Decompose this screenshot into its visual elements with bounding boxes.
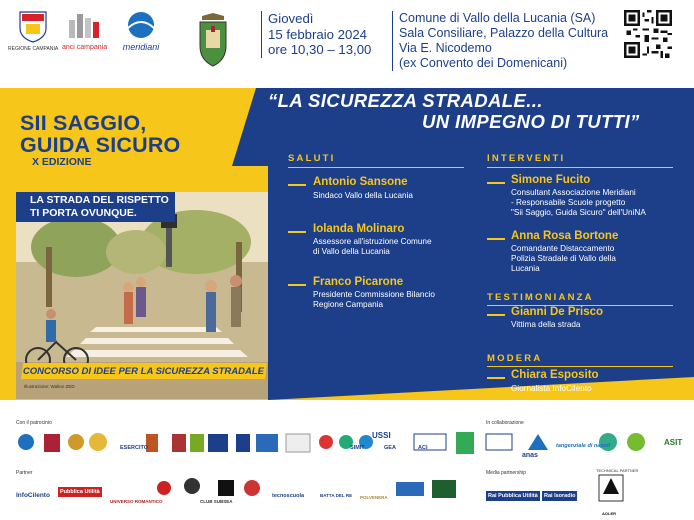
speaker-role: - Responsabile Scuole progetto — [511, 198, 626, 207]
pubblica-utilita-logo — [58, 480, 102, 498]
collaboration-label: In collaborazione — [486, 420, 524, 426]
anas-logo — [522, 444, 538, 462]
slogan-line-2: UN IMPEGNO DI TUTTI” — [422, 111, 640, 132]
aci-logo-text: ACI — [418, 445, 428, 451]
polvenera-logo — [360, 486, 388, 504]
tecnoscuola-logo — [272, 484, 304, 502]
section-heading-modera: MODERA — [487, 353, 543, 364]
speaker-role: Giornalista InfoCilento — [511, 384, 592, 393]
partner-emblems — [156, 476, 276, 507]
partner-label: Partner — [16, 470, 33, 476]
header — [0, 0, 694, 88]
asit-logo — [664, 432, 682, 450]
simit-logo-text: SIMIT — [350, 445, 365, 451]
club-subsea-logo-text: CLUB SUBSEA — [200, 499, 233, 504]
rai-pubblica-utilita-logo — [486, 484, 540, 502]
event-date: 15 febbraio 2024 — [268, 26, 367, 42]
venue-line: Comune di Vallo della Lucania (SA) — [399, 11, 596, 25]
infocilento-logo-text: InfoCilento — [16, 492, 50, 499]
illustration-caption — [16, 192, 175, 222]
vallo-della-lucania-crest — [196, 12, 230, 68]
asit-logo-text: ASIT — [664, 438, 683, 447]
tangenziale-logo-text: tangenziale di napoli — [556, 443, 611, 449]
gea-logo-text: GEA — [384, 445, 396, 451]
simit-logo — [350, 436, 365, 454]
patronage-logos — [16, 430, 482, 458]
speaker-role: Lucania — [511, 264, 540, 273]
rai-pubblica-utilita-logo-text: Rai Pubblica Utilità — [488, 493, 538, 499]
campaign-illustration — [16, 192, 268, 399]
section-heading-testimonianza: TESTIMONIANZA — [487, 292, 594, 303]
bullet-dash — [487, 182, 505, 184]
bullet-dash — [288, 184, 306, 186]
patronage-logos-row — [16, 430, 482, 463]
ussi-logo — [372, 425, 391, 443]
bullet-dash — [487, 238, 505, 240]
partner-emblems-graphic — [156, 476, 276, 502]
ussi-logo-text: USSI — [372, 431, 391, 440]
speaker-name: Antonio Sansone — [313, 176, 408, 188]
caption-line: TI PORTA OVUNQUE. — [30, 206, 137, 219]
anas-logo-text: anas — [522, 452, 538, 459]
event-time: ore 10,30 – 13,00 — [268, 42, 372, 57]
speaker-role: Regione Campania — [313, 300, 384, 309]
campaign-title-line: SII SAGGIO, — [20, 111, 147, 135]
section-divider — [487, 167, 673, 168]
speaker-name: Chiara Esposito — [511, 369, 599, 381]
speaker-role: Sindaco Vallo della Lucania — [313, 191, 413, 200]
rai-isoradio-logo-text: Rai Isoradio — [544, 493, 576, 499]
section-divider — [288, 167, 464, 168]
venue-line: Sala Consiliare, Palazzo della Cultura — [399, 26, 609, 40]
speaker-name: Franco Picarone — [313, 276, 404, 288]
campaign-edition: X EDIZIONE — [32, 156, 92, 168]
aoler-logo-text: AOLER — [602, 511, 616, 516]
section-heading-interventi: INTERVENTI — [487, 153, 566, 164]
rai-isoradio-logo — [542, 484, 577, 502]
regione-campania-logo: REGIONE CAMPANIA — [8, 10, 58, 52]
event-date-time — [261, 11, 371, 58]
batta-del-re-logo — [320, 484, 352, 502]
caption-line: LA STRADA DEL RISPETTO — [30, 194, 169, 206]
sponsors-footer — [0, 412, 694, 516]
partner-emblems-2 — [396, 476, 466, 507]
tecnoscuola-logo-text: tecnoscuola — [272, 493, 305, 499]
esercito-logo — [120, 436, 148, 454]
slogan-line-1: “LA SICUREZZA STRADALE... — [268, 90, 543, 111]
illustration-credit: Illustrazione: Walton ZED — [24, 384, 75, 389]
speaker-name: Gianni De Prisco — [511, 306, 604, 318]
event-venue — [392, 11, 608, 71]
aoler-emblem — [598, 474, 624, 502]
technical-partner-label: TECHNICAL PARTNER — [596, 468, 639, 473]
batta-del-re-logo-text: BATTA DEL RE — [320, 493, 353, 498]
venue-line: (ex Convento dei Domenicani) — [399, 56, 568, 70]
pubblica-utilita-logo-text: Pubblica Utilità — [60, 489, 100, 495]
speaker-role: "Sii Saggio, Guida Sicuro" dell'UniNA — [511, 208, 646, 217]
speaker-role: Assessore all'istruzione Comune — [313, 237, 432, 246]
campaign-title — [20, 112, 180, 156]
universo-romantico-logo — [110, 490, 163, 508]
polvenera-logo-text: POLVENERA — [360, 495, 388, 500]
speaker-name: Iolanda Molinaro — [313, 223, 405, 235]
infocilento-logo — [16, 484, 50, 502]
section-heading-saluti: SALUTI — [288, 153, 336, 164]
section-divider — [487, 366, 673, 367]
venue-line: Via E. Nicodemo — [399, 41, 492, 55]
anci-campania-logo: anci campania — [62, 10, 107, 51]
esercito-logo-text: ESERCITO — [120, 445, 149, 451]
speaker-role: Polizia Stradale di Vallo della — [511, 254, 616, 263]
speaker-role: di Vallo della Lucania — [313, 247, 390, 256]
campaign-title-line: GUIDA SICURO — [20, 133, 181, 157]
tangenziale-logo — [556, 434, 610, 452]
qr-code[interactable] — [624, 10, 672, 58]
meridiani-logo: meridiani — [118, 10, 164, 52]
bullet-dash — [288, 284, 306, 286]
patronage-label: Con il patrocinio — [16, 420, 52, 426]
speaker-role: Presidente Commissione Bilancio — [313, 290, 435, 299]
bullet-dash — [487, 314, 505, 316]
speaker-name: Anna Rosa Bortone — [511, 230, 619, 242]
speaker-name: Simone Fucito — [511, 174, 591, 186]
speaker-role: Comandante Distaccamento — [511, 244, 615, 253]
bullet-dash — [288, 231, 306, 233]
aci-logo — [418, 436, 427, 454]
media-partnership-label: Media partnership — [486, 470, 527, 476]
speaker-role: Consultant Associazione Meridiani — [511, 188, 636, 197]
speaker-role: Vittima della strada — [511, 320, 581, 329]
contest-banner — [21, 363, 267, 379]
universo-romantico-logo-text: UNIVERSO ROMANTICO — [110, 499, 163, 504]
aoler-logo-label — [602, 502, 616, 520]
partner-emblems-2-graphic — [396, 476, 466, 502]
event-day: Giovedì — [268, 11, 314, 26]
bullet-dash — [487, 377, 505, 379]
contest-banner-text: CONCORSO DI IDEE PER LA SICUREZZA STRADALE — [23, 365, 265, 377]
